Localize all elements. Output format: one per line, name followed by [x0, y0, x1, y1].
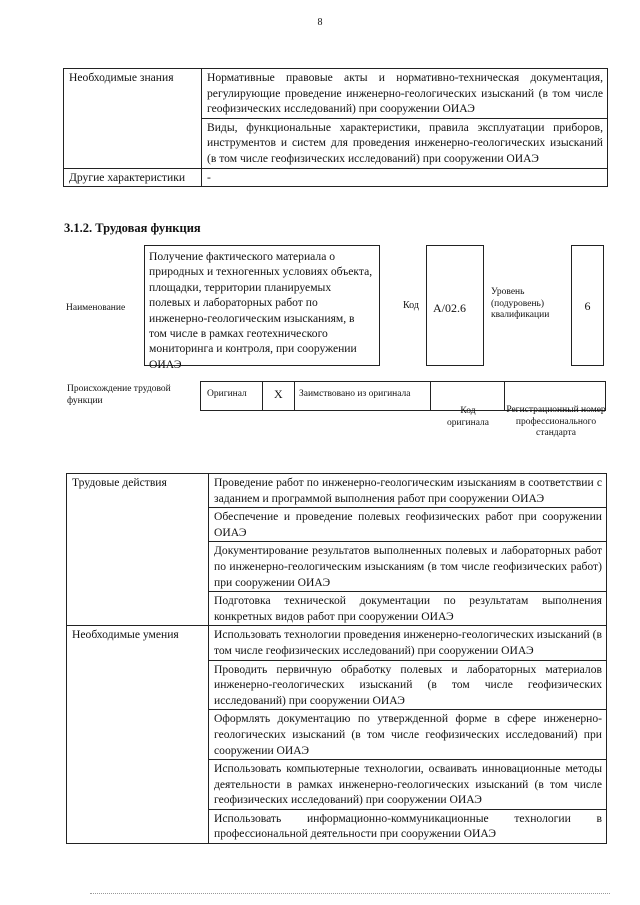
- code-original-label: Код оригинала: [447, 406, 489, 428]
- table-cell: Проведение работ по инженерно-геологическим изысканиям в соответствии с заданием и программой выполнения работ при сооружении ОИАЭ: [209, 474, 607, 508]
- function-code-box: А/02.6: [426, 245, 484, 366]
- original-mark-cell: [263, 382, 295, 410]
- row-label-knowledge: Необходимые знания: [64, 69, 202, 169]
- table-cell: Нормативные правовые акты и нормативно-техническая документация, регулирующие проведение инженерно-геологических изысканий (в том числе геофизических исследований) при сооружении ОИАЭ: [202, 69, 608, 119]
- level-value-box: 6: [571, 245, 604, 366]
- row-label-other: Другие характеристики: [64, 168, 202, 187]
- borrowed-cell: [295, 382, 431, 410]
- original-label: Оригинал: [207, 389, 247, 399]
- borrowed-label: Заимствовано из оригинала: [299, 389, 411, 399]
- table-cell: Использовать технологии проведения инженерно-геологических изысканий (в том числе геофизических исследований) при сооружении ОИАЭ: [209, 626, 607, 660]
- level-label: Уровень (подуровень) квалификации: [491, 287, 550, 320]
- origin-label: Происхождение трудовой функции: [67, 384, 171, 406]
- section-title: 3.1.2. Трудовая функция: [64, 221, 201, 235]
- table-cell: Использовать компьютерные технологии, осваивать инновационные методы деятельности в рамках инженерно-геологических изысканий (в том числе геофизических исследований) при сооружении ОИАЭ: [209, 760, 607, 810]
- row-label-actions: Трудовые действия: [67, 474, 209, 626]
- table-cell: Виды, функциональные характеристики, правила эксплуатации приборов, инструментов и систем для проведения инженерно-геологических изысканий (в том числе геофизических исследований) при сооружении ОИАЭ: [202, 118, 608, 168]
- page-number: 8: [317, 17, 323, 28]
- table-cell: Обеспечение и проведение полевых геофизических работ при сооружении ОИАЭ: [209, 508, 607, 542]
- function-name-box: Получение фактического материала о природных и техногенных условиях объекта, площадки, территории планируемых полевых и лабораторных работ по инженерно-геологическим изысканиям, в том числе в рамках геотехнического мониторинга и контроля, при сооружении ОИАЭ: [144, 245, 380, 366]
- table-cell: -: [202, 168, 608, 187]
- name-label: Наименование: [66, 303, 126, 313]
- table-cell: Оформлять документацию по утвержденной форме в сфере инженерно-геологических изысканий (в том числе геофизических исследований) при сооружении ОИАЭ: [209, 710, 607, 760]
- actions-skills-table: [66, 473, 607, 844]
- table-cell: Проводить первичную обработку полевых и лабораторных материалов инженерно-геологических изысканий (в том числе геофизических исследований) при сооружении ОИАЭ: [209, 660, 607, 710]
- table-cell: Использовать информационно-коммуникационные технологии в профессиональной деятельности при сооружении ОИАЭ: [209, 809, 607, 843]
- table-cell: Подготовка технической документации по результатам выполнения конкретных видов работ при сооружении ОИАЭ: [209, 592, 607, 626]
- original-mark: Х: [274, 387, 283, 401]
- row-label-skills: Необходимые умения: [67, 626, 209, 844]
- knowledge-table: [63, 68, 608, 187]
- code-label: Код: [403, 300, 419, 311]
- original-cell: [201, 382, 263, 410]
- table-cell: Документирование результатов выполненных полевых и лабораторных работ по инженерно-геологическим изысканиям (в том числе геофизических работ) при сооружении ОИАЭ: [209, 542, 607, 592]
- footer-divider: [90, 893, 610, 894]
- reg-number-label: Регистрационный номер профессионального стандарта: [506, 405, 606, 438]
